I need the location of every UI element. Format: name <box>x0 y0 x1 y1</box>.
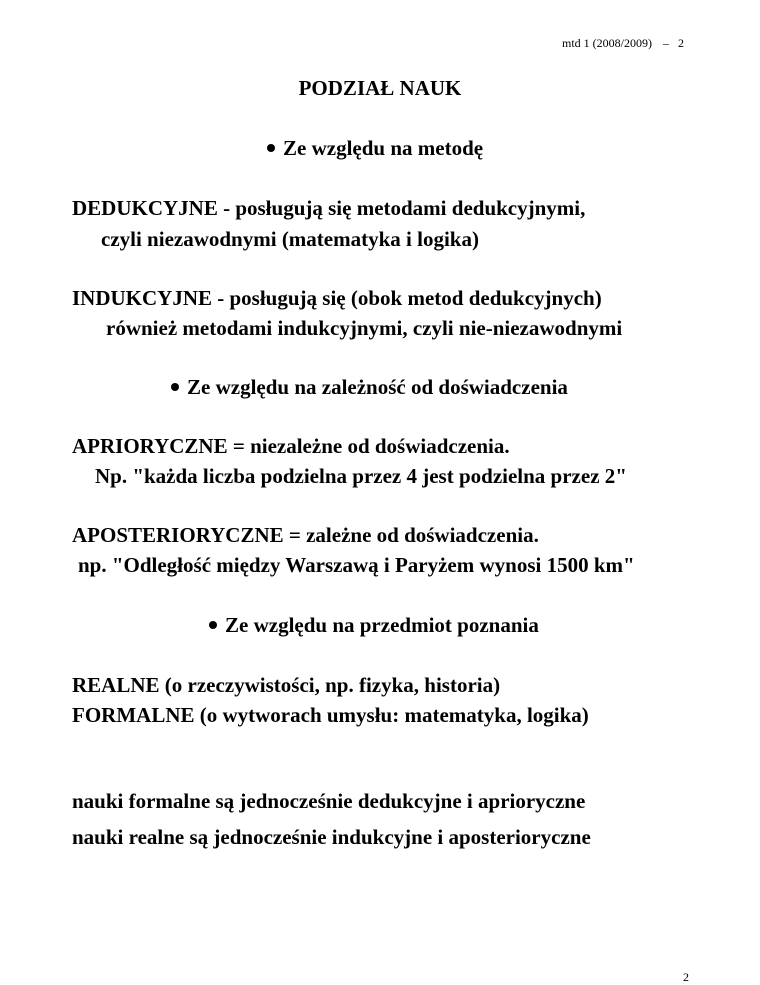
section-heading-experience <box>171 375 568 400</box>
header-separator: – <box>663 36 669 50</box>
section-heading-method <box>267 136 483 161</box>
conclusion-real: nauki realne są jednocześnie indukcyjne i aposterioryczne <box>72 825 591 849</box>
entry-deductive-line2: czyli niezawodnymi (matematyka i logika) <box>101 227 479 251</box>
conclusion-formal: nauki formalne są jednocześnie dedukcyjne i aprioryczne <box>72 789 586 813</box>
entry-a-priori-line1: APRIORYCZNE = niezależne od doświadczenia. <box>72 434 510 458</box>
footer-page-number: 2 <box>683 970 689 984</box>
entry-a-posteriori-line2: np. "Odległość między Warszawą i Paryżem wynosi 1500 km" <box>78 553 635 577</box>
header-page-number: 2 <box>678 36 684 50</box>
section-heading-subject <box>209 613 539 638</box>
entry-a-priori-line2: Np. "każda liczba podzielna przez 4 jest podzielna przez 2" <box>95 464 627 488</box>
page-title: PODZIAŁ NAUK <box>298 76 462 100</box>
page-header <box>562 36 684 51</box>
section-heading-text: Ze względu na metodę <box>283 136 484 160</box>
bullet-icon <box>209 621 217 629</box>
header-title: mtd 1 (2008/2009) <box>562 36 652 50</box>
entry-inductive-line2: również metodami indukcyjnymi, czyli nie-niezawodnymi <box>106 316 623 340</box>
entry-a-posteriori-line1: APOSTERIORYCZNE = zależne od doświadczenia. <box>72 523 539 547</box>
entry-deductive-line1: DEDUKCYJNE - posługują się metodami dedukcyjnymi, <box>72 196 586 220</box>
bullet-icon <box>171 383 179 391</box>
entry-formal: FORMALNE (o wytworach umysłu: matematyka, logika) <box>72 703 589 727</box>
bullet-icon <box>267 144 275 152</box>
section-heading-text: Ze względu na przedmiot poznania <box>225 613 539 637</box>
section-heading-text: Ze względu na zależność od doświadczenia <box>187 375 568 399</box>
entry-inductive-line1: INDUKCYJNE - posługują się (obok metod dedukcyjnych) <box>72 286 602 310</box>
entry-real: REALNE (o rzeczywistości, np. fizyka, historia) <box>72 673 501 697</box>
